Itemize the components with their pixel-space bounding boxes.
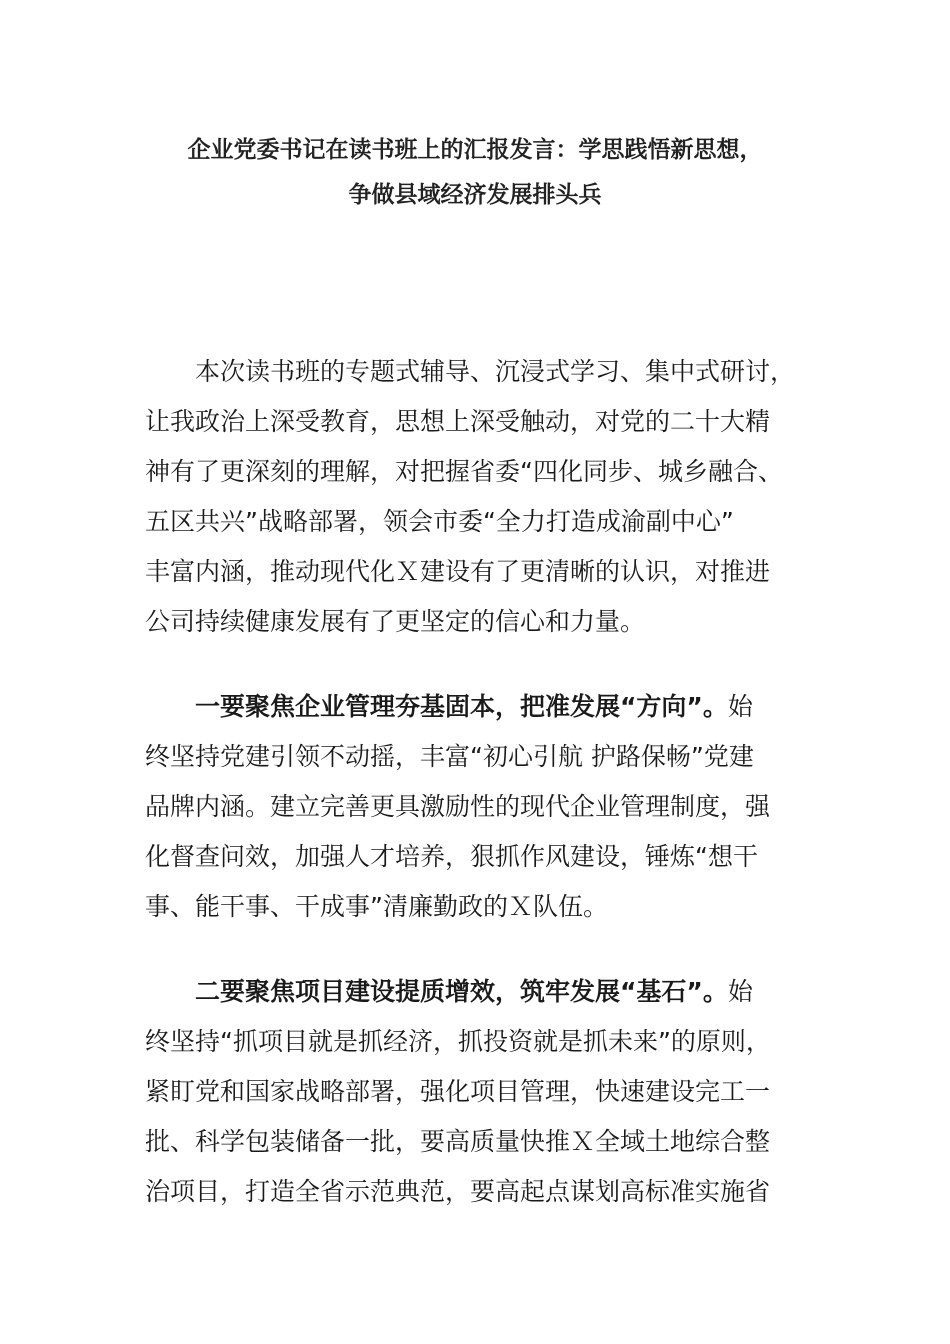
paragraph-line: 化督查问效，加强人才培养，狠抓作风建设，锤炼“想干 xyxy=(145,842,758,871)
point-heading: 二要聚焦项目建设提质增效，筑牢发展“基石”。 xyxy=(195,977,728,1006)
paragraph-line: 治项目，打造全省示范典范，要高起点谋划高标准实施省 xyxy=(145,1177,771,1206)
paragraph-line: 终坚持“抓项目就是抓经济，抓投资就是抓未来”的原则， xyxy=(145,1027,771,1056)
paragraph-line: 终坚持党建引领不动摇，丰富“初心引航 护路保畅”党建 xyxy=(145,742,754,771)
paragraph-line xyxy=(145,682,810,732)
paragraph-line: 批、科学包装储备一批，要高质量快推Ｘ全域土地综合整 xyxy=(145,1127,771,1156)
paragraph-intro xyxy=(145,347,810,647)
paragraph-line: 公司持续健康发展有了更坚定的信心和力量。 xyxy=(145,607,646,636)
paragraph-point-2 xyxy=(145,967,810,1217)
point-heading-tail: 始 xyxy=(727,692,753,721)
title-line-1: 企业党委书记在读书班上的汇报发言：学思践悟新思想， xyxy=(187,137,763,163)
point-heading: 一要聚焦企业管理夯基固本，把准发展“方向”。 xyxy=(195,692,728,721)
paragraph-line: 神有了更深刻的理解，对把握省委“四化同步、城乡融合、 xyxy=(145,457,783,486)
paragraph-line: 品牌内涵。建立完善更具激励性的现代企业管理制度，强 xyxy=(145,792,771,821)
paragraph-line: 丰富内涵，推动现代化Ｘ建设有了更清晰的认识，对推进 xyxy=(145,557,771,586)
title-line-2: 争做县域经济发展排头兵 xyxy=(348,182,602,208)
paragraph-line: 事、能干事、干成事”清廉勤政的Ｘ队伍。 xyxy=(145,892,608,921)
paragraph-line xyxy=(145,967,810,1017)
paragraph-line: 让我政治上深受教育，思想上深受触动，对党的二十大精 xyxy=(145,407,771,436)
point-heading-tail: 始 xyxy=(727,977,753,1006)
document-title xyxy=(0,128,950,218)
paragraph-line: 紧盯党和国家战略部署，强化项目管理，快速建设完工一 xyxy=(145,1077,771,1106)
paragraph-line: 本次读书班的专题式辅导、沉浸式学习、集中式研讨， xyxy=(195,357,796,386)
paragraph-line: 五区共兴”战略部署，领会市委“全力打造成渝副中心” xyxy=(145,507,734,536)
paragraph-point-1 xyxy=(145,682,810,932)
